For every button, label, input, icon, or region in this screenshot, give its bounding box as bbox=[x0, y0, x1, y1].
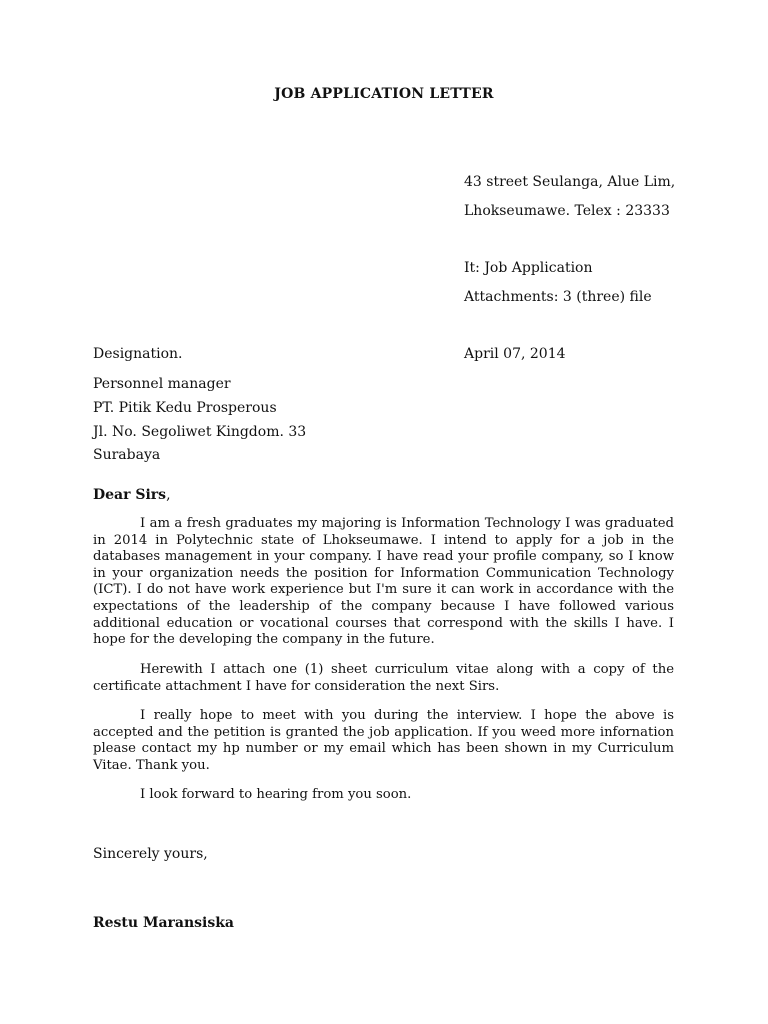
recipient-line4: Surabaya bbox=[93, 447, 161, 463]
signature-name: Restu Maransiska bbox=[93, 915, 234, 931]
sender-address-line1: 43 street Seulanga, Alue Lim, bbox=[464, 174, 676, 190]
salutation-comma: , bbox=[166, 487, 171, 503]
closing: Sincerely yours, bbox=[93, 846, 208, 862]
recipient-line3: Jl. No. Segoliwet Kingdom. 33 bbox=[93, 424, 307, 440]
sender-address-line2: Lhokseumawe. Telex : 23333 bbox=[464, 203, 670, 219]
salutation bbox=[93, 487, 171, 503]
salutation-name: Dear Sirs bbox=[93, 487, 167, 503]
body-paragraph-4: I look forward to hearing from you soon. bbox=[140, 787, 412, 802]
letter-title: JOB APPLICATION LETTER bbox=[274, 86, 494, 102]
letter-date: April 07, 2014 bbox=[464, 346, 566, 362]
designation-label: Designation. bbox=[93, 346, 183, 362]
subject-line: It: Job Application bbox=[464, 260, 593, 276]
recipient-line2: PT. Pitik Kedu Prosperous bbox=[93, 400, 277, 416]
body-paragraph-2: Herewith I attach one (1) sheet curriculum vitae along with a copy of the certificate attachment I have for consideration the next Sirs. bbox=[93, 662, 674, 694]
body-paragraph-3: I really hope to meet with you during the interview. I hope the above is accepted and the petition is granted the job application. If you weed more infornation please contact my hp number or my email which has been shown in my Curriculum Vitae. Thank you. bbox=[93, 708, 674, 773]
recipient-line1: Personnel manager bbox=[93, 376, 231, 392]
attachments-line: Attachments: 3 (three) file bbox=[464, 289, 652, 305]
body-paragraph-1: I am a fresh graduates my majoring is Information Technology I was graduated in 2014 in Polytechnic state of Lhokseumawe. I intend to apply for a job in the databases management in your company. I have read your profile company, so I know in your organization needs the position for Information Communication Technology (ICT). I do not have work experience but I'm sure it can work in accordance with the expectations of the leadership of the company because I have followed various additional education or vocational courses that correspond with the skills I have. I hope for the developing the company in the future. bbox=[93, 516, 674, 648]
